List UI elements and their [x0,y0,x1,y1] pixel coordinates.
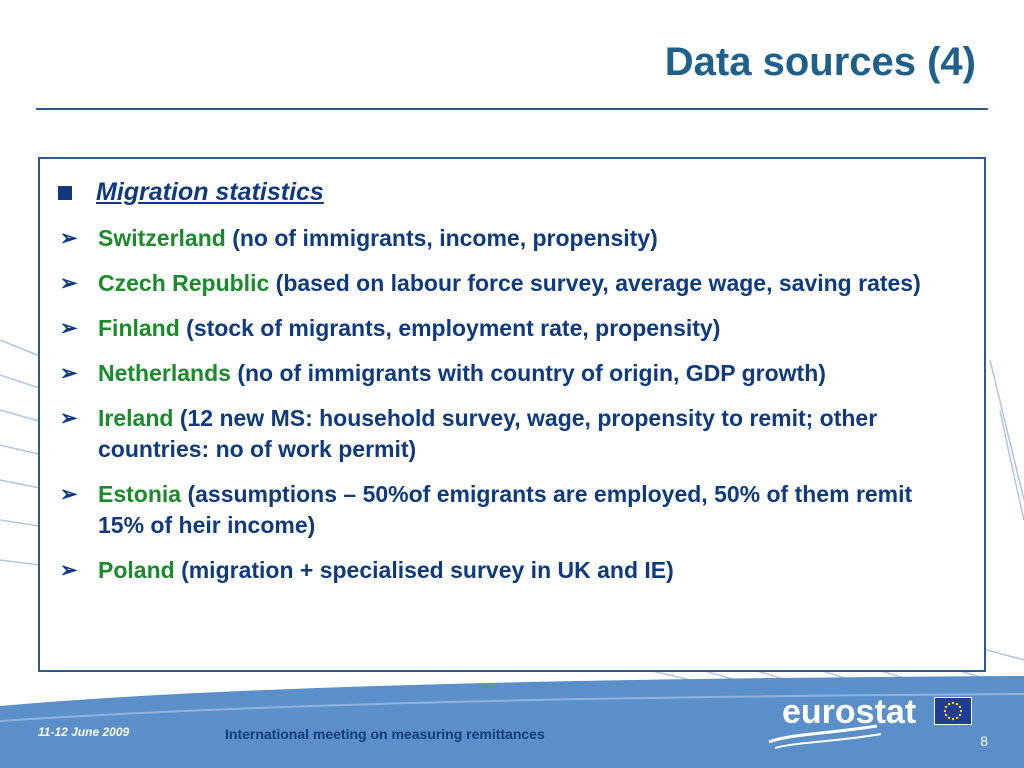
country-detail: (no of immigrants, income, propensity) [232,225,658,251]
country-name: Ireland [98,405,174,431]
list-item-text [98,223,658,254]
content-box [38,157,986,672]
slide-title: Data sources (4) [664,40,976,84]
arrow-bullet-icon: ➢ [60,407,78,430]
list-item-text [98,268,921,299]
country-detail: (migration + specialised survey in UK and IE) [181,557,674,583]
country-detail: (stock of migrants, employment rate, propensity) [186,315,721,341]
footer-meeting-title: International meeting on measuring remittances [225,726,545,742]
eurostat-swoosh-icon [765,722,885,752]
arrow-bullet-icon: ➢ [60,317,78,340]
square-bullet-icon [58,186,72,200]
list-item [60,223,960,254]
country-name: Netherlands [98,360,231,386]
title-divider [36,108,988,110]
arrow-bullet-icon: ➢ [60,272,78,295]
list-item [60,358,960,389]
section-heading: Migration statistics [96,178,324,206]
arrow-bullet-icon: ➢ [60,559,78,582]
section-heading-row [58,178,324,207]
eurostat-logo: eurostat [782,693,917,731]
list-item [60,403,960,465]
list-item-text [98,313,720,344]
list-item-text [98,358,826,389]
list-item [60,313,960,344]
country-detail: (no of immigrants with country of origin, GDP growth) [237,360,826,386]
list-item-text [98,403,960,465]
country-name: Switzerland [98,225,226,251]
country-detail: (based on labour force survey, average wage, saving rates) [275,270,921,296]
page-number: 8 [980,733,988,749]
country-detail: (12 new MS: household survey, wage, propensity to remit; other countries: no of work permit) [98,405,878,462]
list-item [60,555,960,586]
arrow-bullet-icon: ➢ [60,227,78,250]
arrow-bullet-icon: ➢ [60,483,78,506]
eu-flag-icon [934,697,972,725]
list-item [60,479,960,541]
arrow-bullet-icon: ➢ [60,362,78,385]
country-name: Poland [98,557,175,583]
country-name: Finland [98,315,180,341]
list-item-text [98,479,960,541]
country-list [60,223,960,600]
country-name: Czech Republic [98,270,270,296]
country-detail: (assumptions – 50%of emigrants are employed, 50% of them remit 15% of heir income) [98,481,913,538]
list-item [60,268,960,299]
list-item-text [98,555,674,586]
footer-date: 11-12 June 2009 [38,725,130,739]
country-name: Estonia [98,481,182,507]
